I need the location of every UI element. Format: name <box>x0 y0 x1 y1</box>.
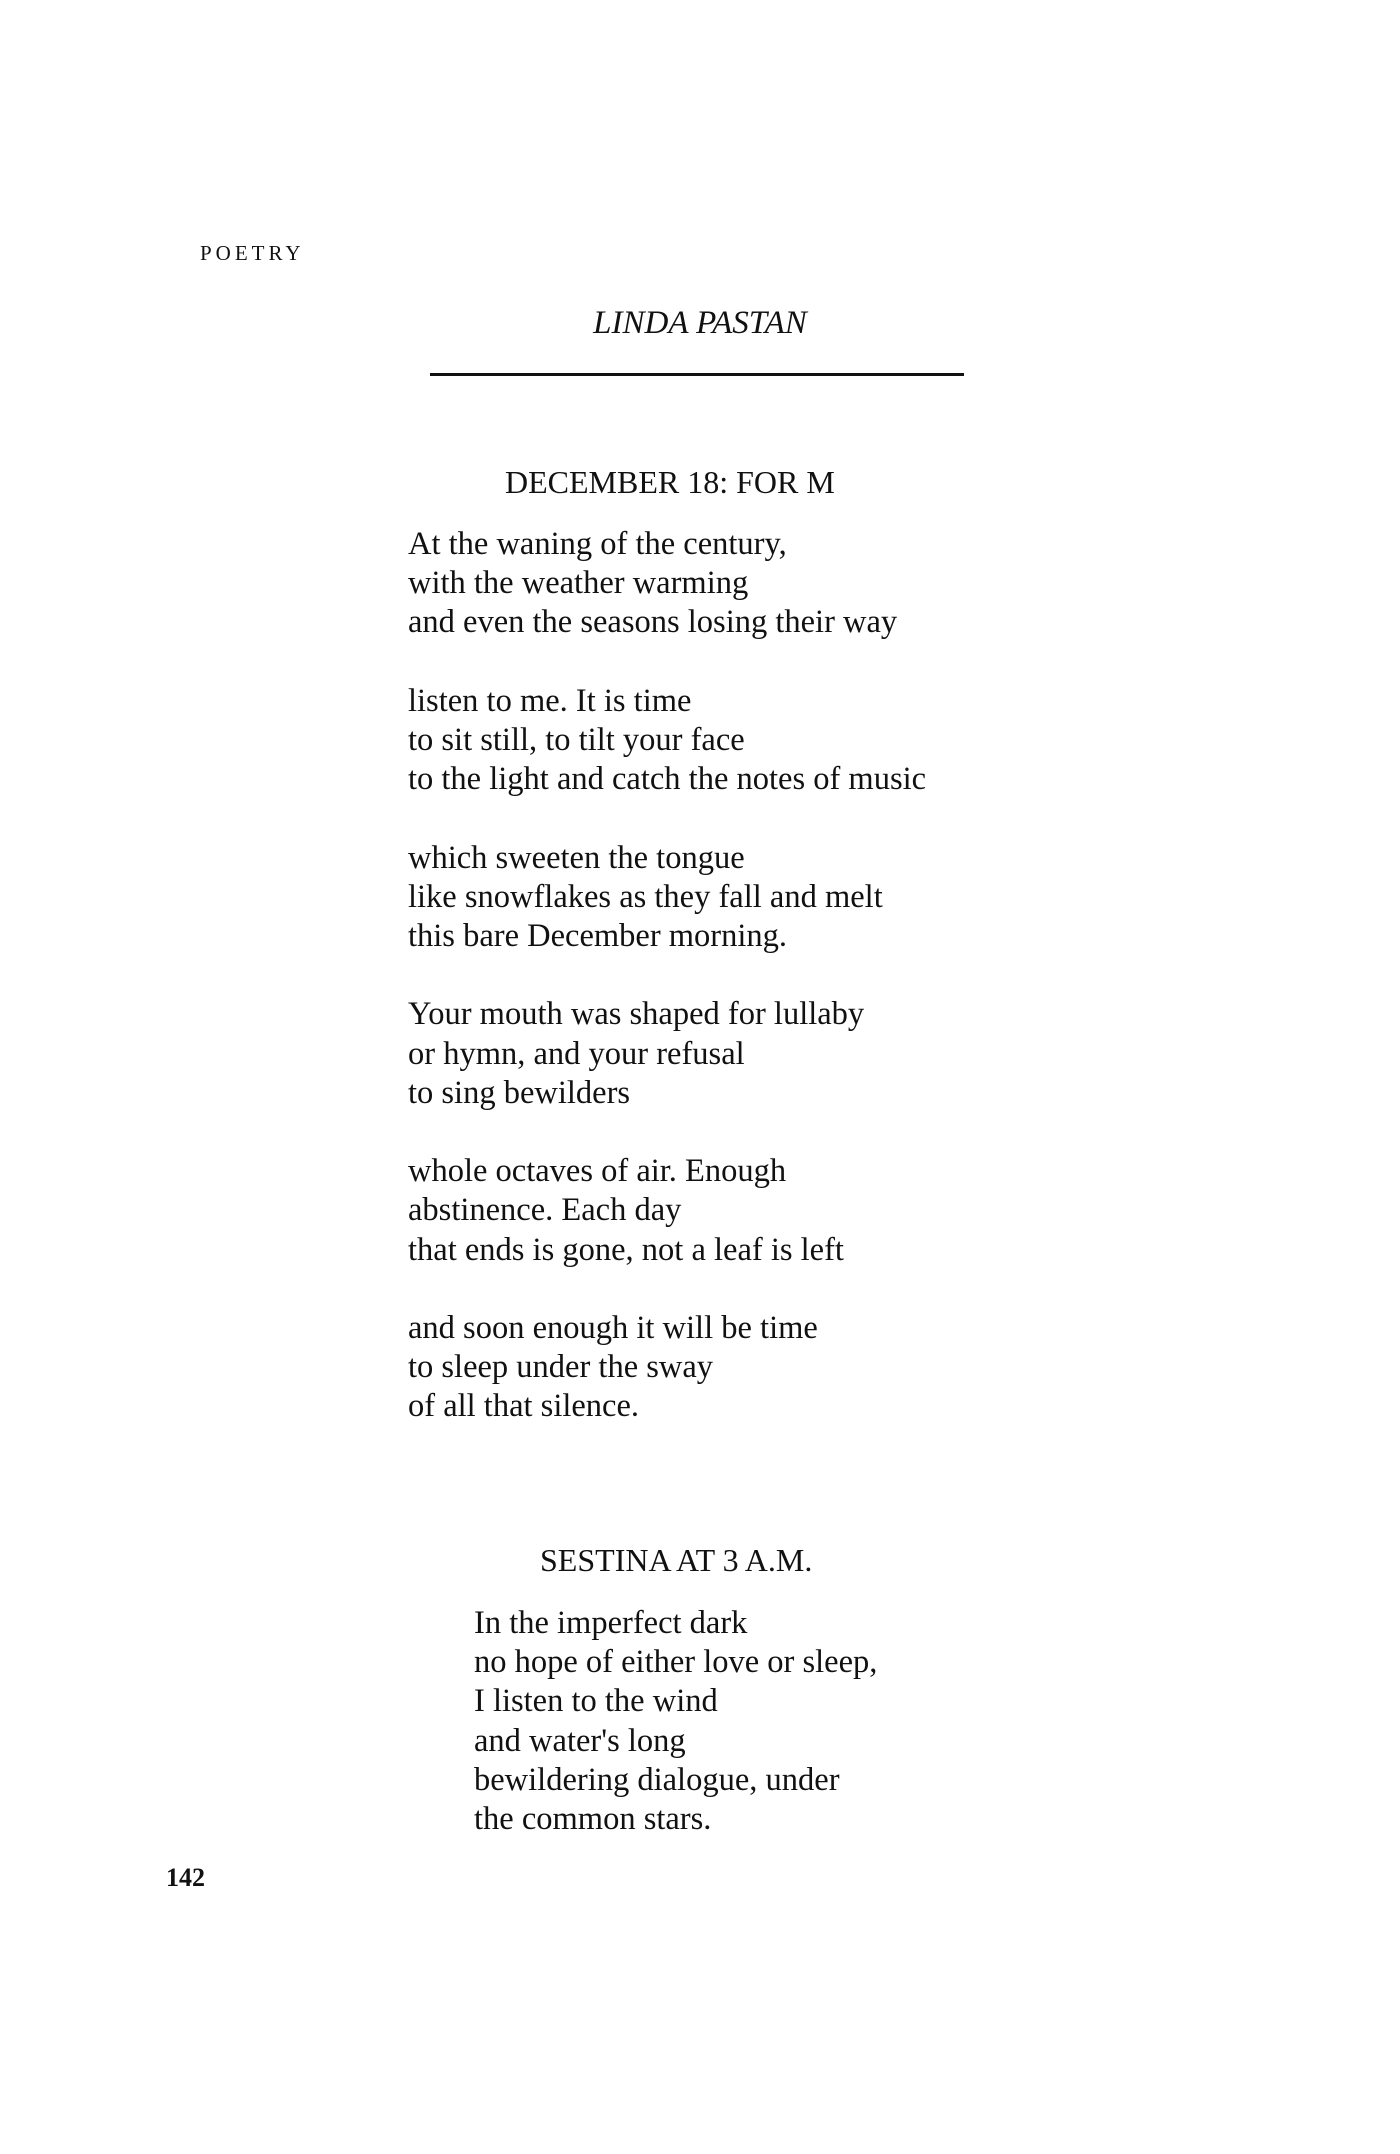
poem-line: Your mouth was shaped for lullaby <box>408 996 865 1033</box>
author-divider <box>430 373 964 376</box>
poem-line: abstinence. Each day <box>408 1192 682 1229</box>
poem-line: I listen to the wind <box>474 1683 718 1720</box>
poem-line: whole octaves of air. Enough <box>408 1153 787 1190</box>
poem-line: this bare December morning. <box>408 918 788 954</box>
poem-line: that ends is gone, not a leaf is left <box>408 1231 844 1268</box>
author-name: LINDA PASTAN <box>593 305 807 341</box>
poem-line: no hope of either love or sleep, <box>474 1644 878 1681</box>
poem-line: of all that silence. <box>408 1388 640 1425</box>
poem-stanza <box>408 525 926 643</box>
poem-stanza <box>408 1309 926 1427</box>
poem-stanza <box>408 839 926 957</box>
poem-title: DECEMBER 18: FOR M <box>505 464 835 500</box>
poem-title: SESTINA AT 3 A.M. <box>540 1542 813 1578</box>
poem-line: or hymn, and your refusal <box>408 1035 745 1072</box>
poem-stanza <box>474 1604 877 1839</box>
poem-line: and even the seasons losing their way <box>408 604 898 641</box>
poem-line: which sweeten the tongue <box>408 839 745 876</box>
poem-stanza <box>408 682 926 800</box>
poem-line: bewildering dialogue, under <box>474 1761 840 1798</box>
poem-line: to sit still, to tilt your face <box>408 722 745 758</box>
poem-line: like snowflakes as they fall and melt <box>408 878 883 915</box>
section-label: POETRY <box>200 241 305 265</box>
poem-line: and water's long <box>474 1722 686 1759</box>
poem-stanza <box>408 995 926 1113</box>
poem-line: the common stars. <box>474 1801 712 1838</box>
poem-line: with the weather warming <box>408 565 749 602</box>
poem-line: to sing bewilders <box>408 1074 631 1111</box>
poem-body <box>474 1604 877 1839</box>
poem-stanza <box>408 1152 926 1270</box>
page-number: 142 <box>166 1863 205 1892</box>
poem-line: listen to me. It is time <box>408 682 692 719</box>
poem-line: to the light and catch the notes of music <box>408 761 927 798</box>
poem-body <box>408 525 926 1427</box>
poem-line: In the imperfect dark <box>474 1605 748 1641</box>
poem-line: and soon enough it will be time <box>408 1309 818 1346</box>
poem-line: At the waning of the century, <box>408 526 787 562</box>
poem-line: to sleep under the sway <box>408 1349 714 1386</box>
